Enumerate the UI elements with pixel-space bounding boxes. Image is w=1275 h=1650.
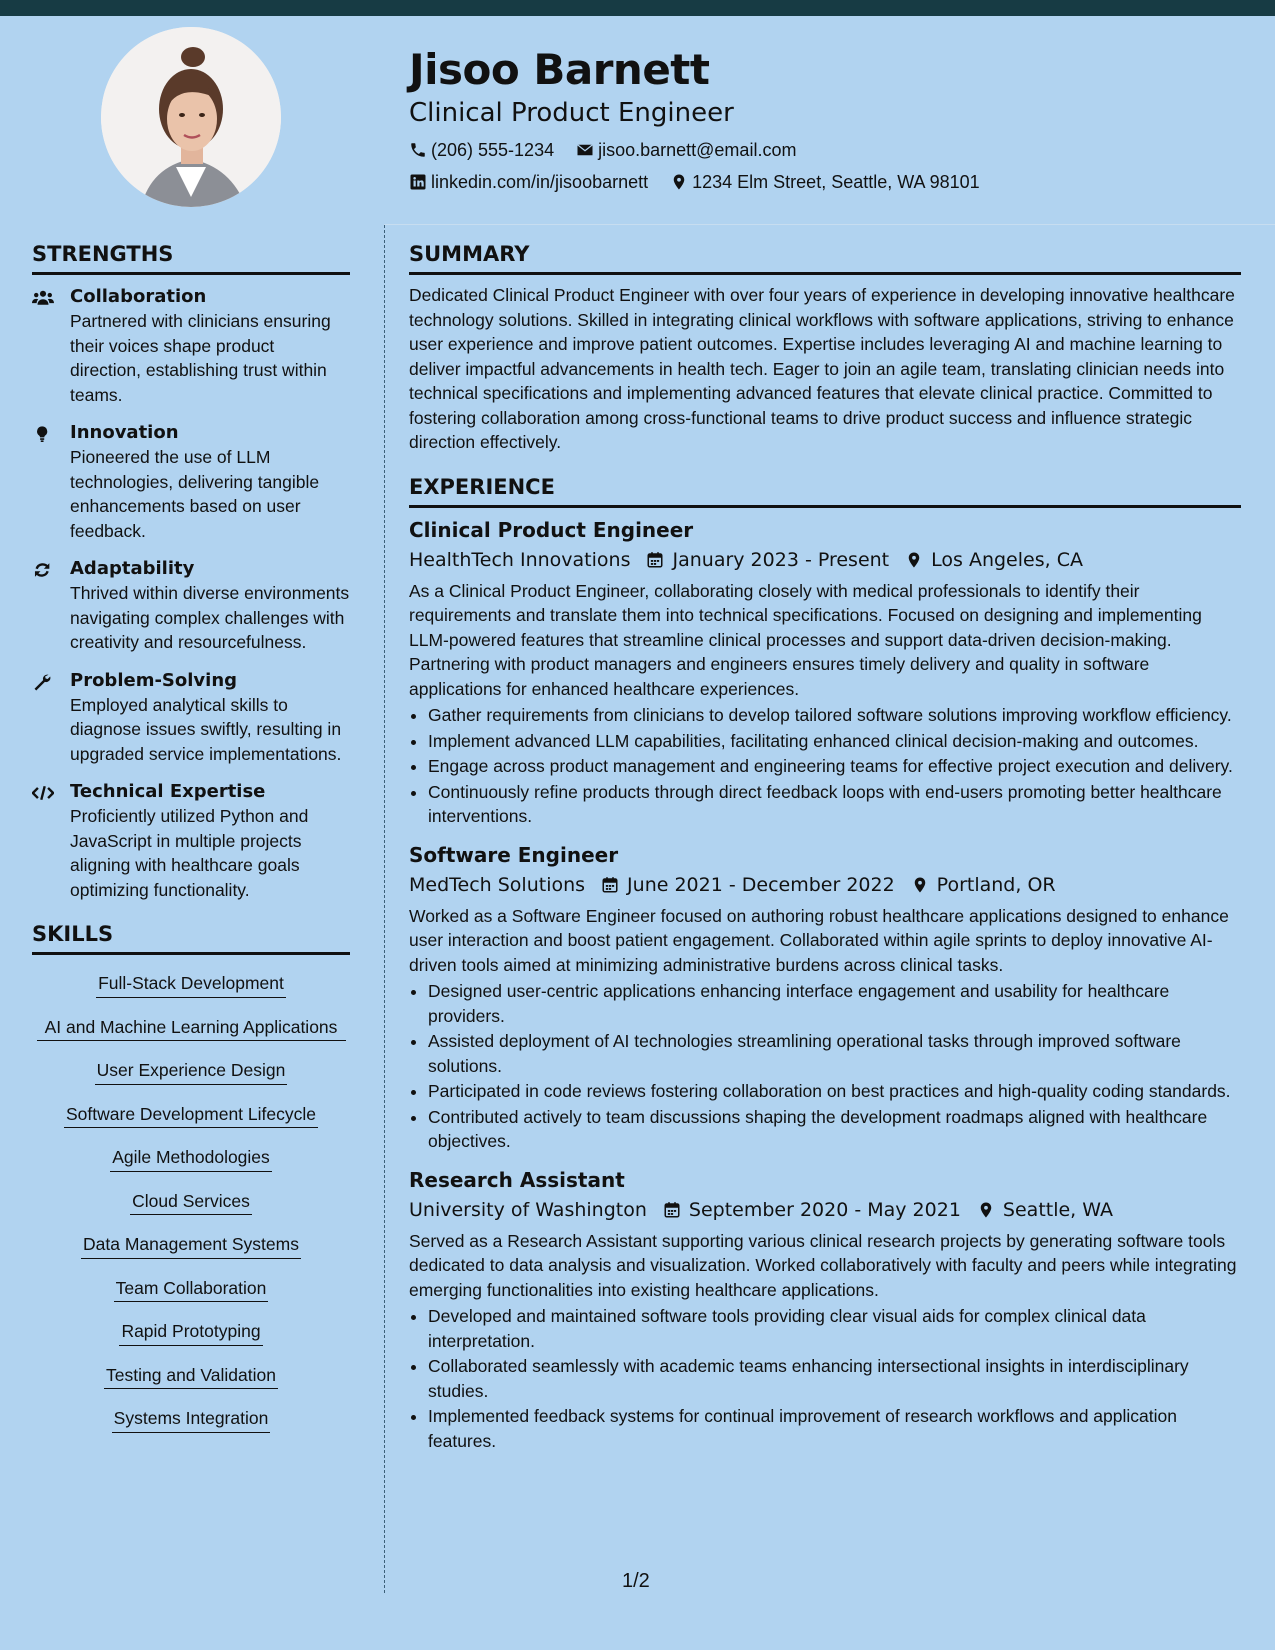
strength-item [32,421,350,543]
job-dates: September 2020 - May 2021 [688,1198,961,1221]
phone-text: (206) 555-1234 [431,139,555,160]
skill-label: Agile Methodologies [110,1145,272,1172]
job-title: Research Assistant [409,1167,625,1192]
skill-label: Rapid Prototyping [119,1319,262,1346]
calendar-icon [646,551,664,569]
job-location: Los Angeles, CA [931,548,1083,571]
job-description: As a Clinical Product Engineer, collaborating closely with medical professionals to identify their requirements and translate them into technical specifications. Focused on designing and implementing LLM-powered features that streamline clinical processes and support data-driven decision-making. Partnering with product managers and engineers ensures timely delivery and quality in software applications for enhanced healthcare experiences. [409,580,1202,699]
header-divider [384,224,1275,225]
skill-item [32,1145,350,1172]
job-location: Seattle, WA [1002,1198,1114,1221]
skill-label: Cloud Services [130,1189,252,1216]
job-bullet: • Engage across product management and engineering teams for effective project execution and delivery. [428,754,1241,779]
phone-icon [409,141,427,159]
linkedin-text: linkedin.com/in/jisoobarnett [431,171,649,192]
skill-label: Software Development Lifecycle [64,1102,318,1129]
summary-text: Dedicated Clinical Product Engineer with over four years of experience in developing innovative healthcare technology solutions. Skilled in integrating clinical workflows with software applications, striving to enhance user experience and improve patient outcomes. Expertise includes leveraging AI and machine learning to deliver impactful advancements in health tech. Eager to join an agile team, translating clinician needs into technical specifications and implementing advanced features that elevate clinical practice. Committed to fostering collaboration among cross-functional teams to drive product success and influence strategic direction effectively. [409,285,1235,452]
skill-item [32,1232,350,1259]
strength-name: Problem-Solving [70,669,238,691]
job-title: Clinical Product Engineer [409,517,694,542]
map-pin-icon [670,173,688,191]
wrench-icon [32,672,54,692]
skill-item [32,1189,350,1216]
job-company: University of Washington [409,1198,647,1221]
skill-item [32,1319,350,1346]
job-company: MedTech Solutions [409,873,586,896]
job-title: Software Engineer [409,842,619,867]
skill-label: Systems Integration [112,1406,271,1433]
map-pin-icon [905,551,923,569]
strength-item [32,557,350,655]
strength-name: Adaptability [70,558,195,579]
skill-label: Full-Stack Development [96,971,286,998]
job-bullet: • Developed and maintained software tools providing clear visual aids for complex clinical data interpretation. [428,1304,1241,1353]
email-contact[interactable] [576,140,796,161]
job-bullet: • Designed user-centric applications enhancing interface engagement and usability for healthcare providers. [428,979,1241,1028]
skill-item [32,971,350,998]
experience-heading: EXPERIENCE [409,469,1241,508]
users-icon [32,288,54,308]
lightbulb-icon [32,424,54,444]
candidate-name: Jisoo Barnett [409,45,710,94]
skills-heading: SKILLS [32,916,350,955]
code-icon [32,783,54,803]
strength-name: Technical Expertise [70,781,266,802]
candidate-title: Clinical Product Engineer [409,98,734,128]
skill-item [32,1058,350,1085]
job-description: Worked as a Software Engineer focused on authoring robust healthcare applications designed to enhance user interaction and boost patient engagement. Collaborated within agile sprints to deploy innovative AI-driven tools aimed at minimizing administrative burdens across clinical tasks. [409,905,1229,975]
skill-item [32,1406,350,1433]
summary-heading: SUMMARY [409,236,1241,275]
skill-item [32,1363,350,1390]
strength-item [32,669,350,767]
job-entry [409,841,1241,1154]
job-bullet: • Collaborated seamlessly with academic teams enhancing intersectional insights in interdisciplinary studies. [428,1354,1241,1403]
job-bullet: • Implemented feedback systems for continual improvement of research workflows and application features. [428,1404,1241,1453]
strength-desc: Proficiently utilized Python and JavaScript in multiple projects aligning with healthcare goals optimizing functionality. [70,806,309,900]
calendar-icon [601,876,619,894]
linkedin-icon [409,173,427,191]
job-entry [409,1166,1241,1454]
strength-name: Collaboration [70,286,207,307]
strength-name: Innovation [70,422,179,443]
skill-item [32,1015,350,1042]
job-entry [409,516,1241,829]
calendar-icon [663,1201,681,1219]
skill-item [32,1276,350,1303]
job-dates: June 2021 - December 2022 [627,873,895,896]
linkedin-contact[interactable] [409,172,648,193]
job-bullet: • Assisted deployment of AI technologies streamlining operational tasks through improved software solutions. [428,1029,1241,1078]
column-divider [384,225,385,1593]
email-text: jisoo.barnett@email.com [598,139,797,160]
strengths-heading: STRENGTHS [32,236,350,275]
skill-label: Team Collaboration [114,1276,269,1303]
strength-desc: Employed analytical skills to diagnose issues swiftly, resulting in upgraded service implementations. [70,694,342,764]
skill-label: User Experience Design [95,1058,288,1085]
address-contact [670,172,980,193]
strength-desc: Pioneered the use of LLM technologies, delivering tangible enhancements based on user feedback. [70,447,320,541]
strength-item [32,780,350,902]
job-description: Served as a Research Assistant supporting various clinical research projects by generating software tools dedicated to data analysis and visualization. Worked collaboratively with faculty and peers while integrating emerging functionalities into existing healthcare applications. [409,1230,1237,1300]
strength-item [32,285,350,407]
job-bullet: • Contributed actively to team discussions shaping the development roadmaps aligned with healthcare objectives. [428,1105,1241,1154]
skill-label: Data Management Systems [81,1232,301,1259]
resume-header [409,44,1249,198]
job-bullet: • Participated in code reviews fostering collaboration on best practices and high-quality coding standards. [428,1079,1241,1104]
job-dates: January 2023 - Present [672,548,890,571]
envelope-icon [576,141,594,159]
strength-desc: Thrived within diverse environments navigating complex challenges with creativity and resourcefulness. [70,583,350,652]
top-bar [0,0,1275,16]
job-company: HealthTech Innovations [409,548,631,571]
skill-label: AI and Machine Learning Applications [37,1015,346,1042]
phone-contact [409,140,554,161]
page-number: 1/2 [622,1570,650,1592]
address-text: 1234 Elm Street, Seattle, WA 98101 [692,171,980,192]
job-bullet: • Gather requirements from clinicians to develop tailored software solutions improving workflow efficiency. [428,703,1241,728]
map-pin-icon [977,1201,995,1219]
left-column [32,236,350,1450]
profile-photo [101,27,281,207]
job-location: Portland, OR [936,873,1056,896]
job-bullet: • Continuously refine products through direct feedback loops with end-users promoting better healthcare interventions. [428,780,1241,829]
skill-label: Testing and Validation [104,1363,278,1390]
skill-item [32,1102,350,1129]
strength-desc: Partnered with clinicians ensuring their voices shape product direction, establishing trust within teams. [70,311,331,405]
right-column [409,236,1241,1454]
job-bullet: • Implement advanced LLM capabilities, facilitating enhanced clinical decision-making and outcomes. [428,729,1241,754]
refresh-icon [32,560,54,580]
map-pin-icon [911,876,929,894]
